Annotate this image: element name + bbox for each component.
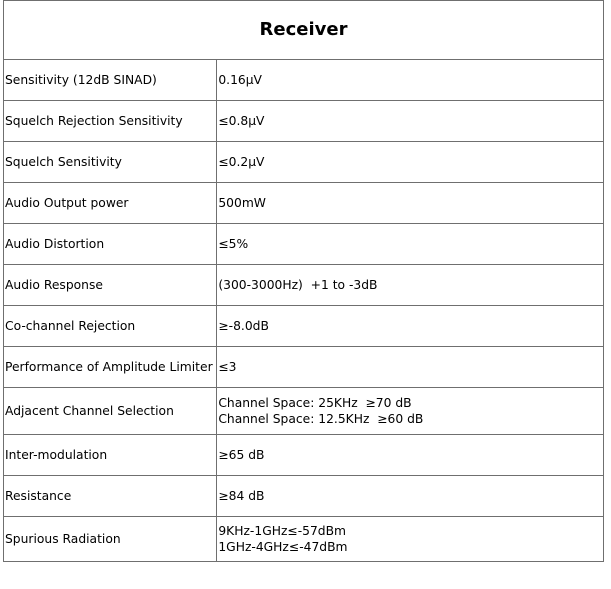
value-text: ≥84 dB xyxy=(218,489,265,503)
parameter-cell: Audio Output power xyxy=(4,183,217,224)
parameter-cell: Co-channel Rejection xyxy=(4,306,217,347)
value-text: 0.16μV xyxy=(218,73,262,87)
value-text: 1GHz-4GHz≤-47dBm xyxy=(218,540,348,554)
parameter-cell: Inter-modulation xyxy=(4,435,217,476)
receiver-spec-table xyxy=(3,0,604,562)
table-row xyxy=(4,142,604,183)
value-cell xyxy=(217,224,604,265)
value-text: (300-3000Hz) +1 to -3dB xyxy=(218,278,378,292)
value-cell xyxy=(217,142,604,183)
parameter-cell: Sensitivity (12dB SINAD) xyxy=(4,60,217,101)
value-text: ≤0.2μV xyxy=(218,155,265,169)
parameter-cell: Squelch Rejection Sensitivity xyxy=(4,101,217,142)
value-text: ≤5% xyxy=(218,237,249,251)
value-cell xyxy=(217,101,604,142)
table-row xyxy=(4,306,604,347)
value-text: Channel Space: 12.5KHz ≥60 dB xyxy=(218,412,424,426)
table-row xyxy=(4,101,604,142)
value-cell xyxy=(217,183,604,224)
table-row xyxy=(4,517,604,562)
parameter-cell: Resistance xyxy=(4,476,217,517)
value-text: 500mW xyxy=(218,196,266,210)
table-row xyxy=(4,435,604,476)
table-row xyxy=(4,388,604,435)
value-cell xyxy=(217,306,604,347)
table-row xyxy=(4,265,604,306)
value-text: ≤0.8μV xyxy=(218,114,265,128)
value-text: Channel Space: 25KHz ≥70 dB xyxy=(218,396,412,410)
value-cell xyxy=(217,60,604,101)
value-cell xyxy=(217,265,604,306)
table-title: Receiver xyxy=(4,1,604,60)
value-cell xyxy=(217,517,604,562)
parameter-cell: Performance of Amplitude Limiter xyxy=(4,347,217,388)
parameter-cell: Spurious Radiation xyxy=(4,517,217,562)
value-text: 9KHz-1GHz≤-57dBm xyxy=(218,524,347,538)
table-row xyxy=(4,224,604,265)
value-cell xyxy=(217,476,604,517)
parameter-cell: Audio Response xyxy=(4,265,217,306)
table-row xyxy=(4,183,604,224)
parameter-cell: Adjacent Channel Selection xyxy=(4,388,217,435)
parameter-cell: Squelch Sensitivity xyxy=(4,142,217,183)
value-cell xyxy=(217,347,604,388)
table-title-row xyxy=(4,1,604,60)
value-text: ≥65 dB xyxy=(218,448,265,462)
table-row xyxy=(4,60,604,101)
value-cell xyxy=(217,435,604,476)
value-text: ≤3 xyxy=(218,360,237,374)
table-row xyxy=(4,476,604,517)
table-row xyxy=(4,347,604,388)
value-cell xyxy=(217,388,604,435)
value-text: ≥-8.0dB xyxy=(218,319,269,333)
parameter-cell: Audio Distortion xyxy=(4,224,217,265)
